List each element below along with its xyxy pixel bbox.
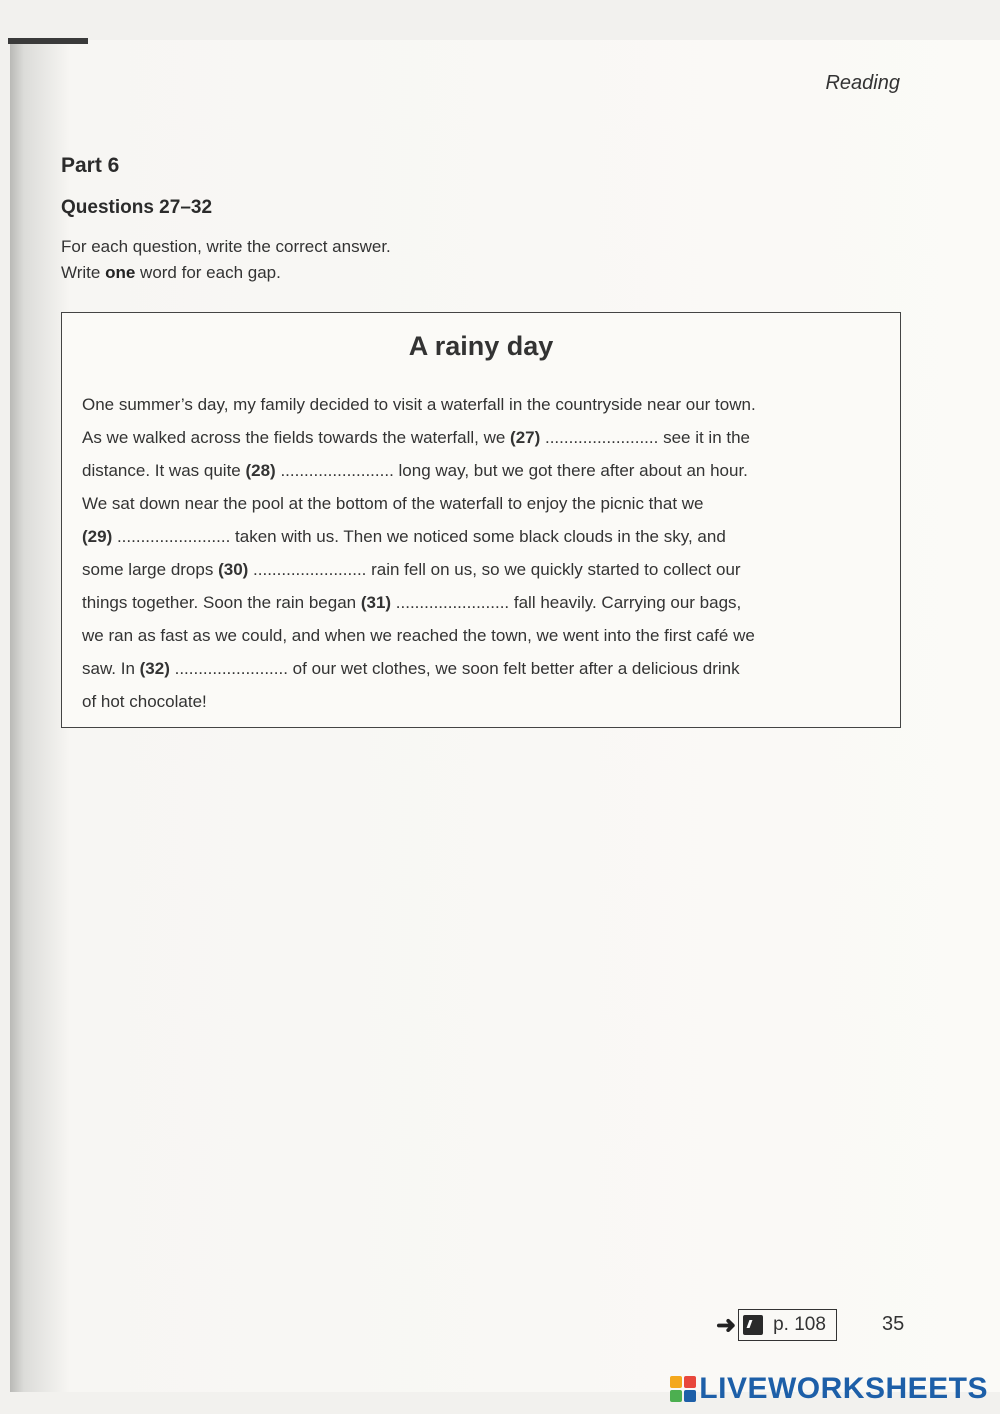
story-line-gap-32: saw. In (32) ........................ of our wet clothes, we soon felt better after a delicious drink — [82, 659, 740, 678]
instruction-emphasis: one — [105, 263, 136, 282]
watermark-brand — [670, 1372, 988, 1406]
gap-number: (28) — [245, 461, 276, 480]
brand-logo-icon — [670, 1376, 696, 1402]
story-line: One summer’s day, my family decided to visit a waterfall in the countryside near our town. — [82, 395, 756, 414]
gap-blank[interactable]: ........................ rain fell on us, so we quickly started to collect our — [248, 560, 741, 579]
page-edge-shadow — [8, 38, 88, 44]
story-line: we ran as fast as we could, and when we reached the town, we went into the first café we — [82, 626, 755, 645]
logo-square — [670, 1376, 682, 1388]
gap-number: (30) — [218, 560, 249, 579]
instruction-line-1: For each question, write the correct answer. — [61, 237, 391, 256]
story-text — [82, 388, 887, 718]
reference-link[interactable] — [716, 1309, 837, 1341]
arrow-right-icon: ➜ — [716, 1311, 737, 1339]
story-line-gap-31: things together. Soon the rain began (31) ........................ fall heavily. Carrying our bags, — [82, 593, 742, 612]
logo-square — [670, 1390, 682, 1402]
logo-square — [684, 1376, 696, 1388]
gap-blank[interactable]: ........................ taken with us. Then we noticed some black clouds in the sky, and — [112, 527, 726, 546]
questions-range: Questions 27–32 — [61, 197, 213, 218]
story-line: of hot chocolate! — [82, 692, 207, 711]
gap-blank[interactable]: ........................ of our wet clothes, we soon felt better after a delicious drink — [169, 659, 740, 678]
gap-number: (32) — [139, 659, 170, 678]
page-number: 35 — [882, 1313, 905, 1335]
story-title: A rainy day — [408, 331, 554, 361]
running-head: Reading — [825, 72, 900, 94]
gap-blank[interactable]: ........................ see it in the — [540, 428, 751, 447]
story-line-gap-27: As we walked across the fields towards the waterfall, we (27) ........................ see it in the — [82, 428, 751, 447]
story-line-gap-30: some large drops (30) ........................ rain fell on us, so we quickly started to collect our — [82, 560, 741, 579]
gap-blank[interactable]: ........................ long way, but we got there after about an hour. — [275, 461, 748, 480]
reference-page: p. 108 — [773, 1314, 826, 1335]
story-line-gap-29 — [82, 520, 887, 553]
logo-square — [684, 1390, 696, 1402]
story-line: We sat down near the pool at the bottom of the waterfall to enjoy the picnic that we — [82, 494, 704, 513]
gap-number: (29) — [82, 527, 113, 546]
instruction-line-2: Write one word for each gap. — [61, 263, 281, 282]
gap-number: (27) — [510, 428, 541, 447]
gap-number: (31) — [360, 593, 392, 612]
gap-blank[interactable]: ........................ fall heavily. Carrying our bags, — [391, 593, 742, 612]
reference-box[interactable] — [738, 1309, 837, 1341]
brand-name: LIVEWORKSHEETS — [699, 1372, 988, 1405]
book-icon — [743, 1315, 763, 1335]
story-box — [61, 312, 901, 728]
part-title: Part 6 — [61, 154, 120, 177]
story-line-gap-28: distance. It was quite (28) ........................ long way, but we got there after about an hour. — [82, 461, 748, 480]
